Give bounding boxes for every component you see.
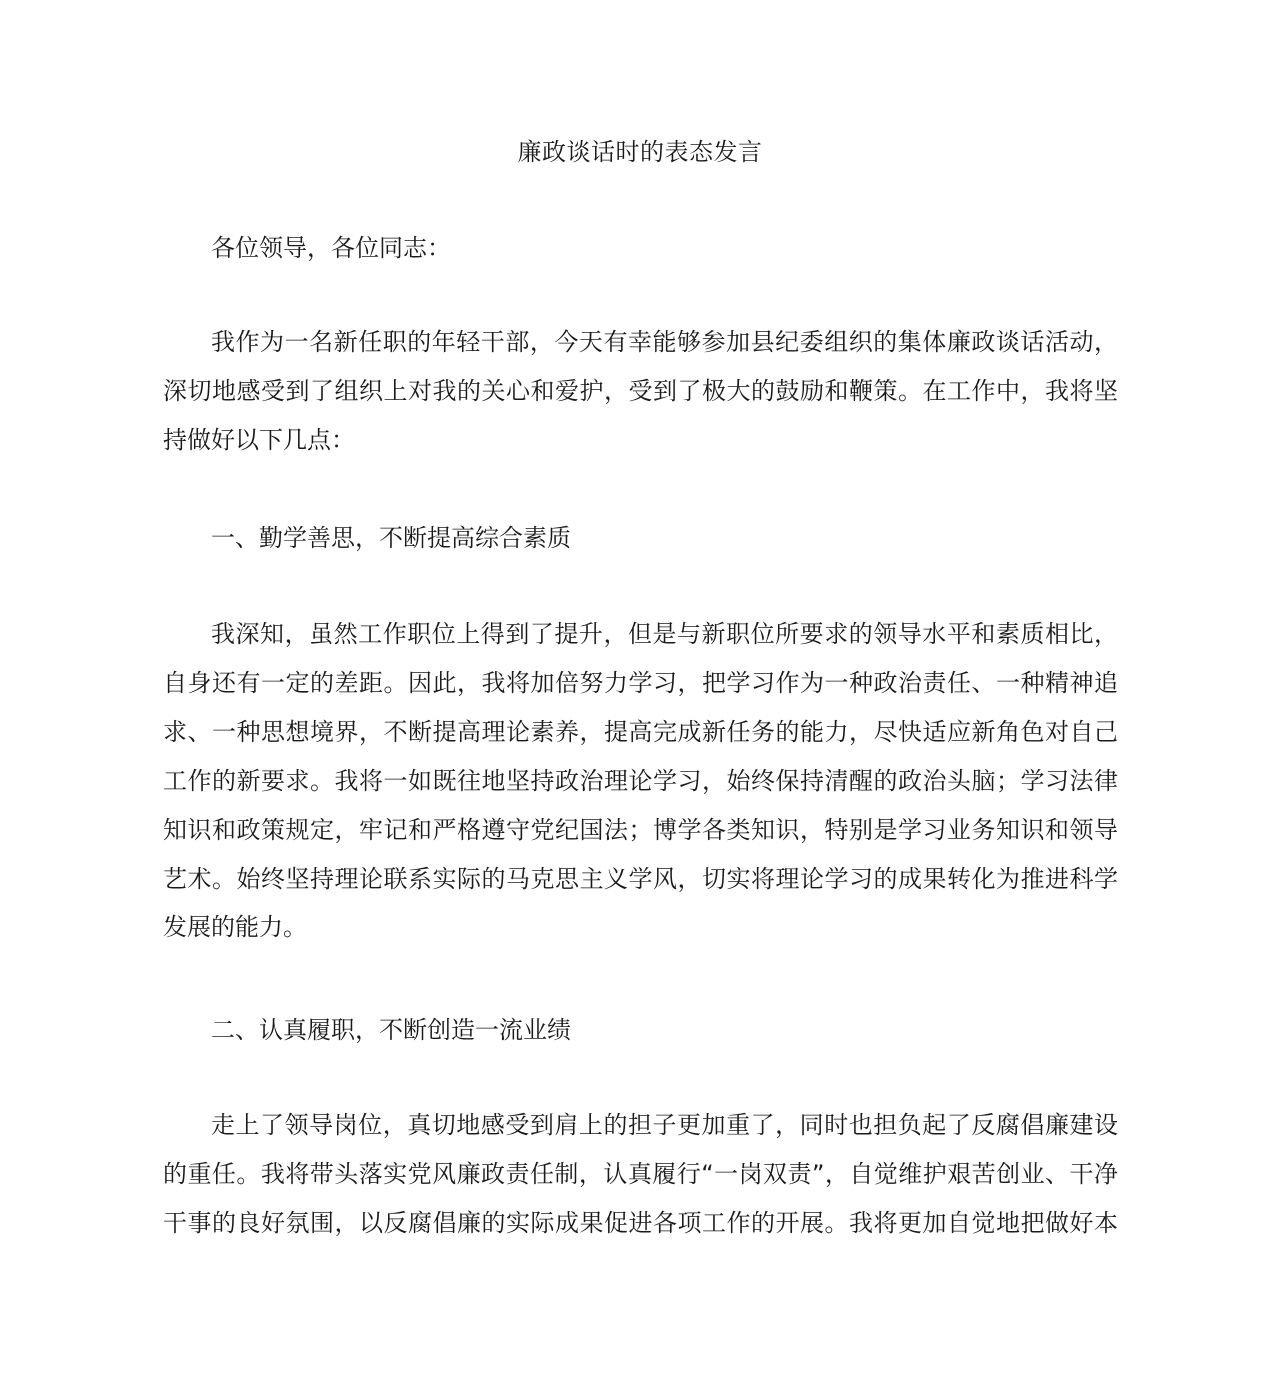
paragraph-line: 的重任。我将带头落实党风廉政责任制，认真履行“一岗双责”，自觉维护艰苦创业、干净 [163, 1159, 1118, 1188]
paragraph-line: 持做好以下几点： [163, 425, 355, 454]
section2-paragraph [163, 1101, 1118, 1248]
intro-paragraph [163, 318, 1118, 465]
section1-paragraph [163, 610, 1118, 952]
paragraph-line: 知识和政策规定，牢记和严格遵守党纪国法；博学各类知识，特别是学习业务知识和领导 [163, 815, 1118, 844]
paragraph-line: 艺术。始终坚持理论联系实际的马克思主义学风，切实将理论学习的成果转化为推进科学 [163, 864, 1118, 893]
paragraph-line: 走上了领导岗位，真切地感受到肩上的担子更加重了，同时也担负起了反腐倡廉建设 [211, 1111, 1118, 1139]
section-heading-2: 二、认真履职，不断创造一流业绩 [211, 1016, 571, 1044]
paragraph-line: 自身还有一定的差距。因此，我将加倍努力学习，把学习作为一种政治责任、一种精神追 [163, 668, 1118, 697]
paragraph-line: 求、一种思想境界，不断提高理论素养，提高完成新任务的能力，尽快适应新角色对自己 [163, 717, 1118, 746]
document-title: 廉政谈话时的表态发言 [517, 138, 763, 166]
paragraph-line: 我深知，虽然工作职位上得到了提升，但是与新职位所要求的领导水平和素质相比， [211, 620, 1118, 648]
paragraph-line: 干事的良好氛围，以反腐倡廉的实际成果促进各项工作的开展。我将更加自觉地把做好本 [163, 1208, 1118, 1237]
paragraph-line: 工作的新要求。我将一如既往地坚持政治理论学习，始终保持清醒的政治头脑；学习法律 [163, 766, 1118, 795]
section-heading-1: 一、勤学善思，不断提高综合素质 [211, 524, 571, 552]
paragraph-line: 深切地感受到了组织上对我的关心和爱护，受到了极大的鼓励和鞭策。在工作中，我将坚 [163, 376, 1118, 405]
paragraph-line: 发展的能力。 [163, 913, 307, 942]
salutation: 各位领导，各位同志： [211, 234, 451, 262]
paragraph-line: 我作为一名新任职的年轻干部，今天有幸能够参加县纪委组织的集体廉政谈话活动， [211, 328, 1118, 356]
